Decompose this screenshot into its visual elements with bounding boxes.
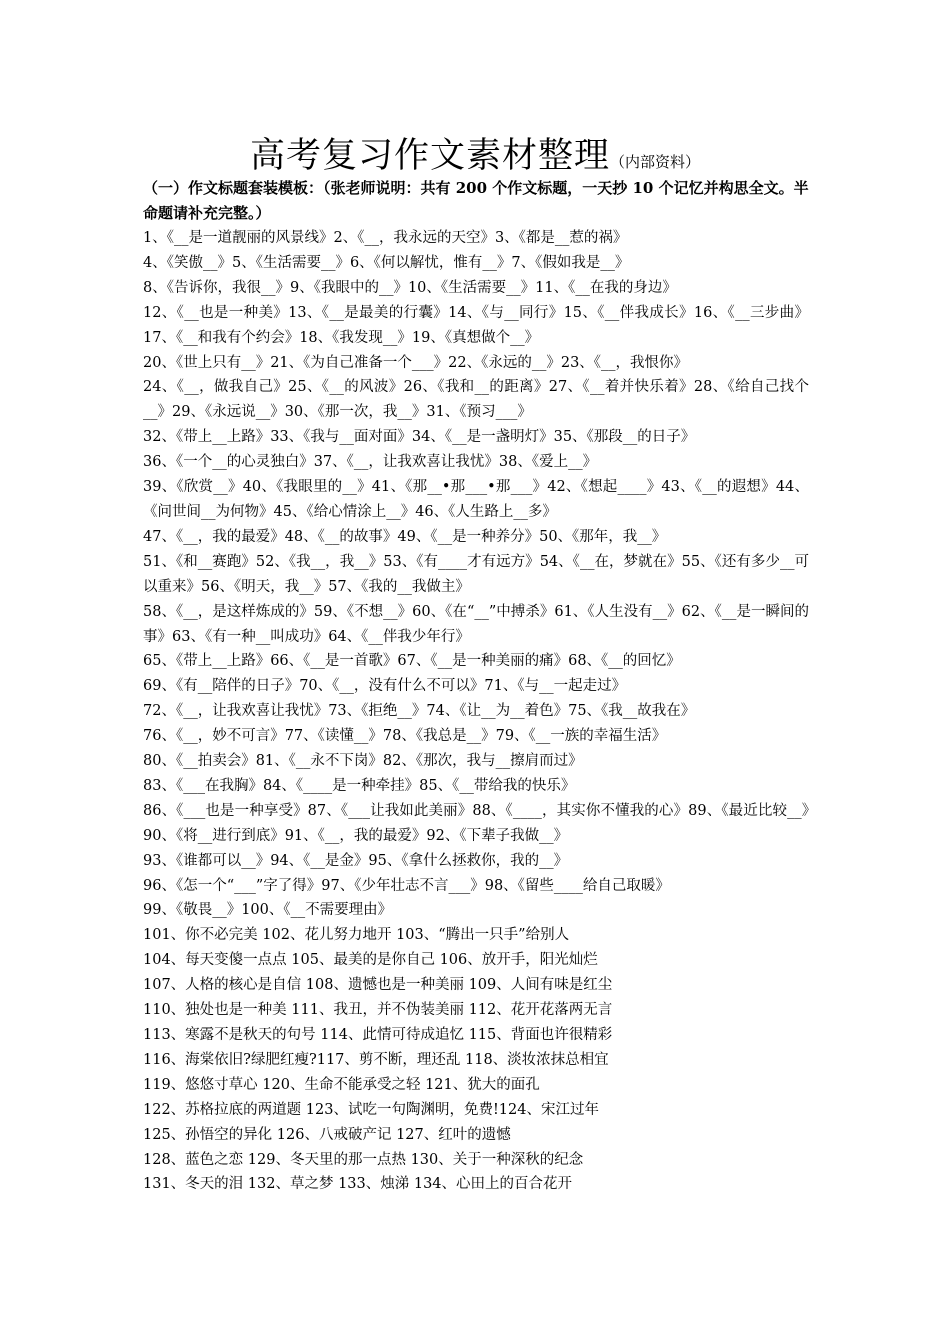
title-list-line: 99、《敬畏__》100、《__不需要理由》 [143,902,393,919]
title-list-line: 96、《怎一个“___”字了得》97、《少年壮志不言___》98、《留些____给自己取暖》 [143,877,670,894]
title-list-line: 80、《__拍卖会》81、《__永不下岗》82、《那次，我与__擦肩而过》 [143,753,583,770]
title-list-line: 65、《带上__上路》66、《__是一首歌》67、《__是一种美丽的痛》68、《__的回忆》 [143,653,681,670]
title-list-line: 51、《和__赛跑》52、《我__，我__》53、《有____才有远方》54、《__在，梦就在》55、《还有多少__可以重来》56、《明天，我__》57、《我的__我做主》 [143,553,809,595]
title-list-line: 39、《欣赏__》40、《我眼里的__》41、《那__•那___•那___》42、《想起____》43、《__的遐想》44、《问世间__为何物》45、《给心情涂上__》46、《人生路上__多》 [143,479,809,520]
title-list-line: 8、《告诉你，我很__》9、《我眼中的__》10、《生活需要__》11、《__在我的身边》 [143,279,677,296]
title-list-line: 32、《带上__上路》33、《我与__面对面》34、《__是一盏明灯》35、《那段__的日子》 [143,429,696,446]
title-list-line: 86、《___也是一种享受》87、《___让我如此美丽》88、《____，其实你不懂我的心》89、《最近比较__》90、《将__进行到底》91、《__，我的最爱》92、《下辈子我做__》 [143,802,809,844]
title-list-line: 1、《__是一道靓丽的风景线》2、《__，我永远的天空》3、《都是__惹的祸》 [143,230,628,246]
title-list-line: 104、每天变傻一点点 105、最美的是你自己 106、放开手，阳光灿烂 [143,952,598,969]
title-list-line: 113、寒露不是秋天的句号 114、此情可待成追忆 115、背面也许很精彩 [143,1027,613,1043]
title-list-line: 125、孙悟空的异化 126、八戒破产记 127、红叶的遗憾 [143,1126,511,1143]
title-list-line: 76、《__，妙不可言》77、《读懂__》78、《我总是__》79、《__一族的幸福生活》 [143,728,667,745]
document-body [143,176,809,1197]
section-heading: （一）作文标题套装模板：（张老师说明：共有 200 个作文标题，一天抄 10 个记忆并构思全文。半命题请补充完整。） [143,179,809,222]
title-list-line: 20、《世上只有__》21、《为自己准备一个___》22、《永远的__》23、《__，我恨你》 [143,354,689,371]
title-list-line: 83、《___在我胸》84、《____是一种牵挂》85、《__带给我的快乐》 [143,777,576,794]
title-list-line: 110、独处也是一种美 111、我丑，并不伪装美丽 112、花开花落两无言 [143,1002,613,1019]
title-list-line: 36、《一个__的心灵独白》37、《__，让我欢喜让我忧》38、《爱上__》 [143,454,598,471]
title-list-line: 93、《谁都可以__》94、《__是金》95、《拿什么拯救你，我的__》 [143,852,569,869]
title-list-line: 72、《__，让我欢喜让我忧》73、《拒绝__》74、《让__为__着色》75、《我__故我在》 [143,703,696,720]
title-list-line: 101、你不必完美 102、花儿努力地开 103、“腾出一只手”给别人 [143,927,570,944]
title-list-line: 12、《__也是一种美》13、《__是最美的行囊》14、《与__同行》15、《__伴我成长》16、《__三步曲》17、《__和我有个约会》18、《我发现__》19、《真想做个__》 [143,304,809,346]
title-list-line: 131、冬天的泪 132、草之梦 133、烛涕 134、心田上的百合花开 [143,1176,573,1193]
title-list-line: 47、《__，我的最爱》48、《__的故事》49、《__是一种养分》50、《那年，我__》 [143,528,667,545]
title-note: （内部资料） [610,153,701,171]
title-list-line: 4、《笑傲__》5、《生活需要__》6、《何以解忧，惟有__》7、《假如我是__》 [143,254,630,271]
title-main: 高考复习作文素材整理 [249,136,610,176]
title-list-line: 116、海棠依旧?绿肥红瘦?117、剪不断，理还乱 118、淡妆浓抹总相宜 [143,1051,609,1068]
title-list-line: 119、悠悠寸草心 120、生命不能承受之轻 121、犹大的面孔 [143,1076,540,1093]
document-title [0,128,950,178]
title-list-line: 128、蓝色之恋 129、冬天里的那一点热 130、关于一种深秋的纪念 [143,1151,584,1168]
title-list-line: 122、苏格拉底的两道题 123、试吃一句陶渊明，免费!124、宋江过年 [143,1101,599,1118]
title-list-line: 69、《有__陪伴的日子》70、《__，没有什么不可以》71、《与__一起走过》 [143,678,627,695]
title-list-line: 58、《__，是这样炼成的》59、《不想__》60、《在“__”中搏杀》61、《人生没有__》62、《__是一瞬间的事》63、《有一种__叫成功》64、《__伴我少年行》 [143,603,809,645]
title-list-line: 107、人格的核心是自信 108、遗憾也是一种美丽 109、人间有味是红尘 [143,977,613,994]
title-list-line: 24、《__，做我自己》25、《__的风波》26、《我和__的距离》27、《__着并快乐着》28、《给自己找个__》29、《永远说__》30、《那一次，我__》31、《预习___》 [143,379,810,421]
